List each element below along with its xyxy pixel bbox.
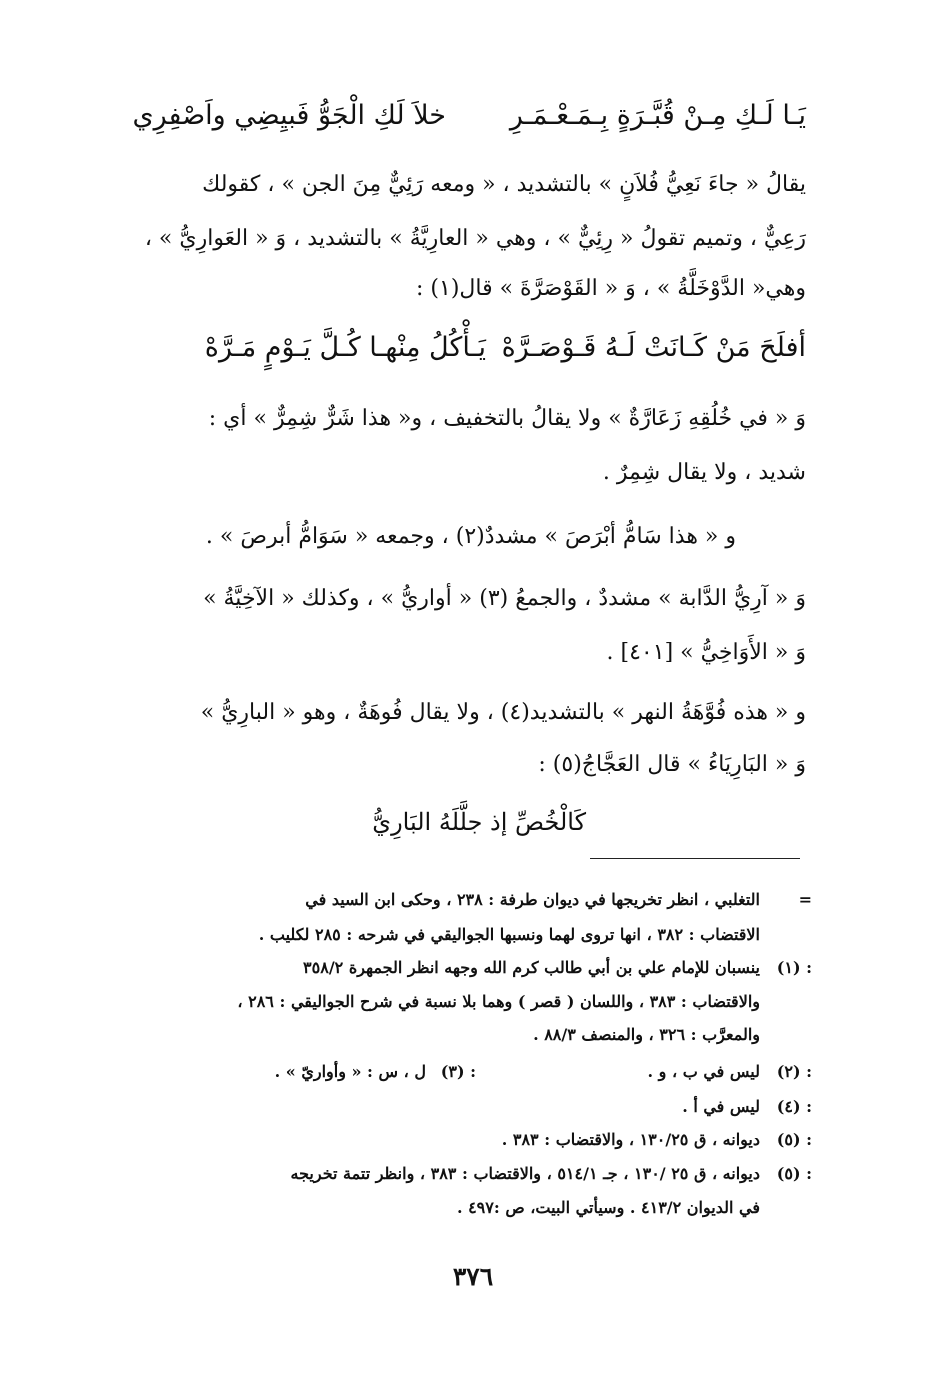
footnote-marker: (٣) : — [440, 1062, 476, 1081]
verse-1-second-hemistich: خلاَ لَكِ الْجَوُّ فَبيِضِي واَصْفِرِي — [132, 100, 446, 131]
footnote-line: ليس في أ . — [682, 1097, 760, 1116]
text-line: وَ « آرِيُّ الدَّابة » مشددٌ ، والجمعُ (٣) « أواريُّ » ، وكذلك « الآخِيَّةُ » — [203, 586, 806, 611]
footnote-marker: (٢) : — [776, 1062, 812, 1081]
footnote-line: الاقتضاب : ٣٨٢ ، انها تروى لهما ونسبها الجواليقي في شرحه : ٢٨٥ لكليب . — [258, 925, 760, 944]
verse-3: كَالْخُصِّ إذ جلَّلَهُ البَارِيُّ — [372, 808, 586, 836]
verse-2-first-hemistich: أفلَحَ مَنْ كَـانَتْ لَـهُ قَـوْصَـرَّهْ — [501, 332, 806, 363]
footnote-line: والمعرَّب : ٣٢٦ ، والمنصف ٨٨/٣ . — [533, 1025, 760, 1044]
footnote-line: ينسبان للإمام علي بن أبي طالب كرم الله وجهه انظر الجمهرة ٣٥٨/٢ — [303, 958, 760, 977]
footnote-marker: (٥) : — [776, 1130, 812, 1149]
footnote-marker: (٥) : — [776, 1164, 812, 1183]
footnote-line: ديوانه ، ق ١٣٠/٢٥ ، والاقتضاب : ٣٨٣ . — [501, 1130, 760, 1149]
footnote-line: ليس في ب ، و . — [647, 1062, 760, 1081]
page-number: ٣٧٦ — [452, 1262, 494, 1291]
verse-2-second-hemistich: يَـأْكُلُ مِنْهـا كُـلَّ يَـوْمٍ مَـرَّهْ — [204, 332, 486, 363]
footnote-marker: (١) : — [776, 958, 812, 977]
text-line: يقالُ « جاءَ نَعِيُّ فُلاَنٍ » بالتشديد ، « ومعه رَئِيٌّ مِنَ الجن » ، كقولك — [202, 172, 806, 197]
footnote-line: ديوانه ، ق ٢٥ /١٣٠ ، جـ ٥١٤/١ ، والاقتضاب : ٣٨٣ ، وانظر تتمة تخريجه — [290, 1164, 760, 1183]
text-line: رَعِيٌّ ، وتميم تقولُ « رِئِيٌّ » ، وهي « العارِيَّةُ » بالتشديد ، وَ « العَوارِيُّ » ، — [144, 226, 806, 251]
footnote-line: ل ، س : « وأواريّ » . — [274, 1062, 426, 1081]
footnote-line: التغلبي ، انظر تخريجها في ديوان طرفة : ٢٣٨ ، وحكى ابن السيد في — [305, 890, 760, 909]
text-line: شديد ، ولا يقال شِمِرٌ . — [602, 460, 806, 485]
footnote-line: في الديوان ٤١٣/٢ . وسيأتي البيت، ص :٤٩٧ . — [456, 1198, 760, 1217]
footnote-separator — [590, 858, 800, 859]
text-line: وَ « في خُلُقِهِ زَعَارَّةٌ » ولا يقالُ بالتخفيف ، و« هذا شَرٌّ شِمِرٌّ » أي : — [208, 406, 806, 431]
footnote-marker: (٤) : — [776, 1097, 812, 1116]
footnote-line: والاقتضاب : ٣٨٣ ، واللسان ( قصر ) وهما بلا نسبة في شرح الجواليقي : ٢٨٦ ، — [237, 992, 760, 1011]
footnote-continuation-marker: = — [798, 890, 812, 909]
text-line: و « هذه فُوَّهَةُ النهر » بالتشديد(٤) ، ولا يقال فُوهَةٌ ، وهو « البارِيُّ » — [200, 700, 806, 725]
text-line: وهي« الدَّوْخَلَّةُ » ، وَ « القَوْصَرَّةَ » قال(١) : — [415, 276, 806, 301]
text-line: وَ « الأَوَاخِيُّ » [٤٠١] . — [606, 640, 806, 665]
paragraph-3: و « هذا سَامُّ أبْرَصَ » مشددٌ(٢) ، وجمعه « سَوَامُّ أبرصَ » . — [205, 524, 736, 549]
verse-1-first-hemistich: يَـا لَـكِ مِـنْ قُبَّـرَةٍ بِـمَـعْـمَـرِ — [509, 100, 806, 131]
text-line: وَ « البَارِيَاءُ » قال العَجَّاجُ(٥) : — [538, 752, 806, 777]
